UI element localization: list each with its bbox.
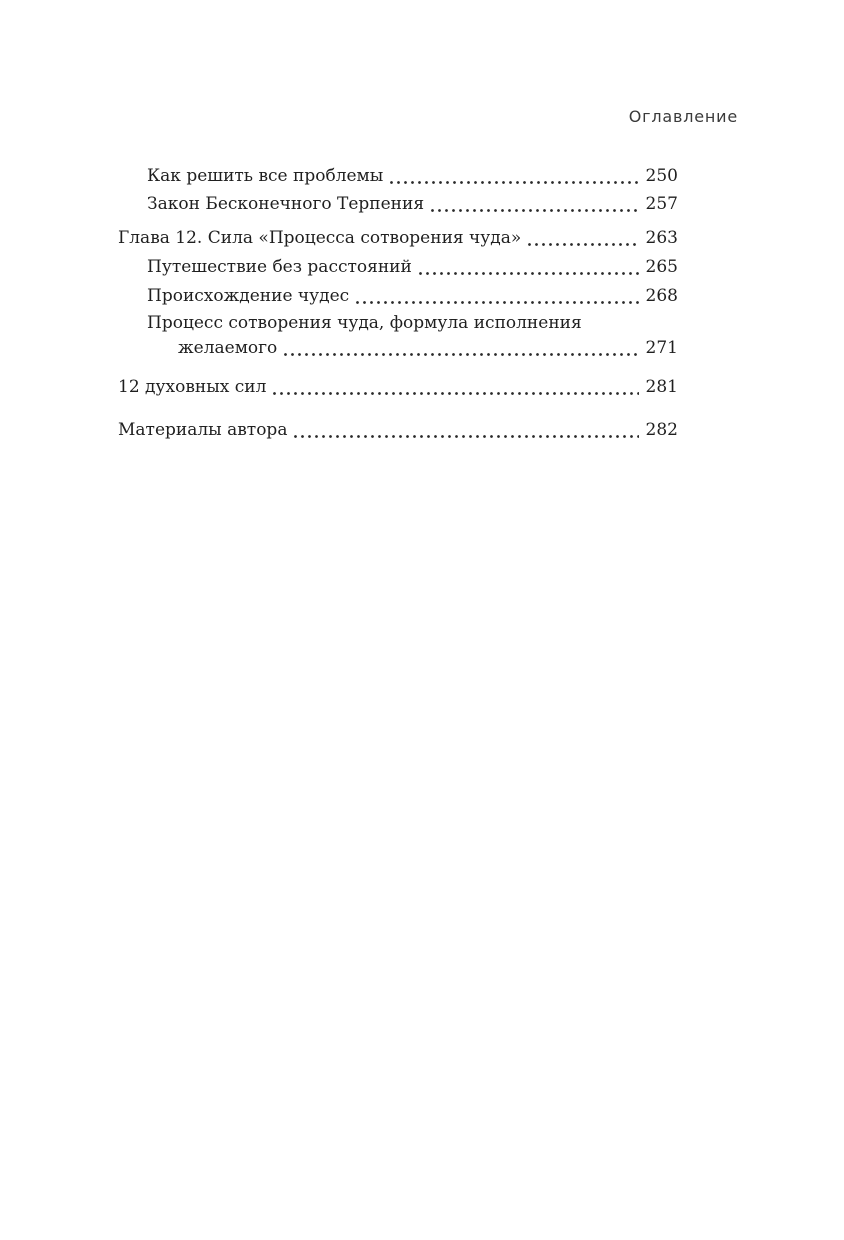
- page-header-title: Оглавление: [628, 107, 738, 126]
- toc-entry: [118, 416, 678, 444]
- table-of-contents: [118, 162, 678, 444]
- toc-entry-title: Путешествие без расстояний: [147, 257, 412, 277]
- toc-entry-continuation: [118, 334, 678, 362]
- dot-leader: [354, 282, 638, 310]
- toc-entry-page: 263: [645, 228, 678, 248]
- dot-leader: [417, 253, 639, 281]
- toc-entry: [118, 282, 678, 310]
- dot-leader: [388, 162, 638, 190]
- running-header: [629, 107, 738, 127]
- toc-entry-title: желаемого: [178, 338, 278, 358]
- toc-entry-title: Процесс сотворения чуда, формула исполнения: [147, 313, 582, 333]
- toc-entry-title: 12 духовных сил: [118, 377, 267, 397]
- dot-leader: [429, 190, 638, 218]
- toc-entry-page: 250: [645, 166, 678, 186]
- toc-entry-page: 271: [645, 338, 678, 358]
- toc-entry: [118, 162, 678, 190]
- dot-leader: [526, 224, 638, 252]
- toc-entry-title: Материалы автора: [118, 420, 288, 440]
- toc-entry: [118, 373, 678, 401]
- toc-entry: [118, 190, 678, 218]
- toc-chapter-entry: [118, 224, 678, 252]
- dot-leader: [271, 373, 638, 401]
- toc-entry: [118, 253, 678, 281]
- toc-entry-title: Происхождение чудес: [147, 286, 350, 306]
- toc-entry-title: Как решить все проблемы: [147, 166, 384, 186]
- toc-entry-page: 282: [645, 420, 678, 440]
- toc-entry-page: 281: [645, 377, 678, 397]
- toc-entry-title: Глава 12. Сила «Процесса сотворения чуда»: [118, 228, 522, 248]
- toc-entry: [118, 309, 678, 337]
- toc-entry-page: 268: [645, 286, 678, 306]
- toc-entry-title: Закон Бесконечного Терпения: [147, 194, 425, 214]
- dot-leader: [282, 334, 638, 362]
- toc-entry-page: 265: [645, 257, 678, 277]
- toc-entry-page: 257: [645, 194, 678, 214]
- dot-leader: [292, 416, 638, 444]
